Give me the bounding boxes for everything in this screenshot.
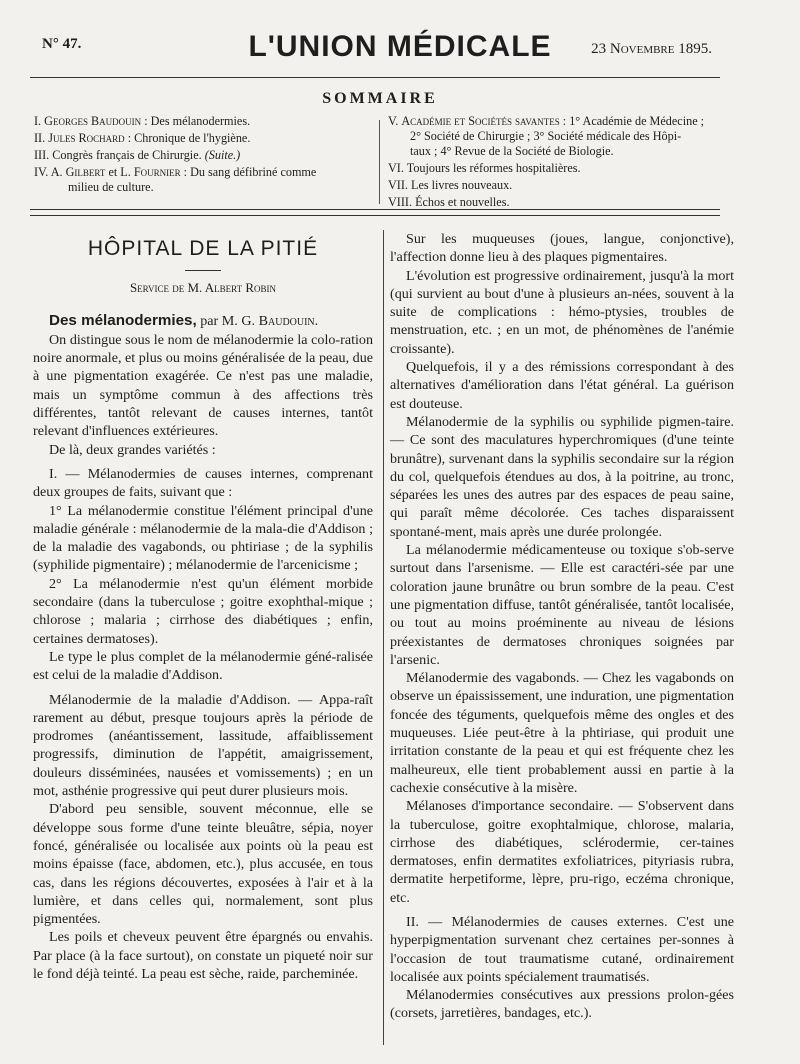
sommaire-item-1: I. Georges Baudouin : Des mélanodermies.: [34, 114, 251, 128]
sommaire-item-7: VII. Les livres nouveaux.: [388, 178, 513, 192]
paragraph: I. — Mélanodermies de causes internes, comprenant deux groupes de faits, suivant que :: [33, 465, 373, 501]
article-column-right: [390, 230, 734, 1023]
sommaire-left: [34, 114, 374, 197]
sommaire-item-8: VIII. Échos et nouvelles.: [388, 195, 510, 209]
paragraph: De là, deux grandes variétés :: [49, 441, 216, 458]
article-service: Service de M. Albert Robin: [129, 280, 277, 296]
issue-date: 23 Novembre 1895.: [591, 41, 712, 57]
paragraph: On distingue sous le nom de mélanodermie la colo-ration noire anormale, et plus ou moins généralisée de la peau, due à une pigmentation exagérée. Ce n'est pas une maladie, mais un symptôme commun à des affections très différentes, tantôt relevant de causes internes, tantôt relevant d'influences extérieures.: [33, 331, 373, 440]
column-divider: [383, 230, 384, 1045]
paragraph: Les poils et cheveux peuvent être épargnés ou envahis. Par place (à la face surtout), on constate un piqueté noir sur le fond déjà teinté. La peau est sèche, raide, parcheminée.: [33, 929, 373, 982]
title-rule: [185, 270, 221, 271]
sommaire-title: SOMMAIRE: [322, 90, 438, 107]
sommaire-rule-bottom: [30, 215, 720, 216]
paragraph: 2° La mélanodermie n'est qu'un élément morbide secondaire (dans la tuberculose ; goitre exophthal-mique ; chlorose ; malaria ; cirrhose des diabétiques ; enfin, certaines dermatoses).: [33, 575, 373, 647]
paragraph: II. — Mélanodermies de causes externes. C'est une hyperpigmentation survenant chez certaines per-sonnes à l'occasion de tout traumatisme cutané, ordinairement localisée aux points spécialement traumatisés.: [390, 913, 734, 985]
paragraph: Mélanodermie de la syphilis ou syphilide pigmen-taire. — Ce sont des maculatures hyperchromiques (d'une teinte brunâtre), survenant dans la syphilis secondaire sur la région du col, quelquefois étendues au dos, à la poitrine, au tronc, séparées les unes des autres par des espaces de peau saine, qui paraît même décolorée. Ces taches disparaissent spontané-ment, mais après une durée prolongée.: [390, 413, 734, 540]
sommaire-item-4: IV. A. Gilbert et L. Fournier : Du sang défibriné comme milieu de culture.: [34, 165, 317, 194]
paragraph: Mélanoses d'importance secondaire. — S'observent dans la tuberculose, goitre exophtalmique, chlorose, malaria, cirrhose des diabétiques, sclérodermie, cer-taines dermatoses, enfin dermatites exfoliatrices, pityriasis rubra, dermatite herpetiforme, lèpre, pru-rigo, eczéma chronique, etc.: [390, 798, 734, 906]
paragraph: Le type le plus complet de la mélanodermie géné-ralisée est celui de la maladie d'Addison.: [33, 648, 373, 684]
sommaire-divider: [379, 120, 380, 204]
sommaire-rule-top: [30, 209, 720, 210]
paragraph: Mélanodermies consécutives aux pressions prolon-gées (corsets, jarretières, bandages, etc.).: [390, 987, 734, 1022]
sommaire-item-6: VI. Toujours les réformes hospitalières.: [388, 161, 581, 175]
header-rule: [30, 77, 720, 78]
issue-number: N° 47.: [42, 36, 82, 52]
paragraph: Sur les muqueuses (joues, langue, conjonctive), l'affection donne lieu à des plaques pigmentaires.: [390, 231, 734, 266]
paragraph: D'abord peu sensible, souvent méconnue, elle se développe sous forme d'une teinte bleuâtre, sépia, noyer foncé, généralisée ou localisée aux points où la peau est moins épaisse (face, abdomen, etc.), plus accusée, en tous cas, dans les régions découvertes, exposées à l'air et à la lumière, et dans celles qui, normalement, sont plus pigmentées.: [33, 801, 373, 928]
paragraph: L'évolution est progressive ordinairement, jusqu'à la mort (qui survient au bout d'une à plusieurs an-nées, souvent à la suite de complications : hémo-ptysies, troubles de menstruation, etc. ; en un mot, de phénomènes de l'anémie croissante).: [390, 267, 734, 357]
sommaire-right: [388, 114, 728, 212]
paragraph: 1° La mélanodermie constitue l'élément principal d'une maladie générale : mélanodermie de la mala-die d'Addison ; de la maladie des vagabonds, ou phtiriase ; de la syphilis (syphilide pigmentaire) ; mélanodermie de l'arcenicisme ;: [33, 502, 373, 574]
paragraph: Quelquefois, il y a des rémissions correspondant à des alternatives d'amélioration dans l'état général. La guérison est douteuse.: [390, 359, 734, 412]
article-title: HÔPITAL DE LA PITIÉ: [87, 237, 319, 260]
paragraph: Mélanodermie des vagabonds. — Chez les vagabonds on observe un épaississement, une induration, une pigmentation foncée des téguments, quelquefois même des ongles et des muqueuses. Liée peut-être à la phtiriase, qui produit une irritation constante de la peau et qui est fréquente chez les malheureux, elle tient probablement aussi en partie à la cachexie consécutive à la misère.: [390, 670, 734, 796]
sommaire-item-3: III. Congrès français de Chirurgie. (Suite.): [34, 148, 241, 162]
sommaire-item-5: V. Académie et Sociétés savantes : 1° Académie de Médecine ; 2° Société de Chirurgie ; 3° Société médicale des Hôpi- taux ; 4° Revue de la Société de Biologie.: [388, 114, 705, 158]
article-column-left: [33, 230, 373, 983]
paragraph: La mélanodermie médicamenteuse ou toxique s'ob-serve surtout dans l'arsenisme. — Elle est caractéri-sée par une coloration jaune brunâtre ou brun sombre de la peau. C'est une pigmentation diffuse, tantôt généralisée, tantôt localisée, ou tout au moins proéminente au niveau de lésions préexistantes de dermatoses chroniques soignées par l'arsenic.: [390, 542, 734, 668]
journal-title: L'UNION MÉDICALE: [248, 30, 552, 63]
sommaire-item-2: II. Jules Rochard : Chronique de l'hygiène.: [34, 131, 251, 145]
article-subtitle: Des mélanodermies, par M. G. Baudouin.: [49, 311, 319, 329]
paragraph: Mélanodermie de la maladie d'Addison. — Appa-raît rarement au début, presque toujours après la période de prodromes (anéantissement, lassitude, affaiblissement progressifs, diminution de l'appétit, amaigrissement, douleurs disséminées, nausées et vomissements) ; en un mot, asthénie progressive qui peut durer plusieurs mois.: [33, 691, 373, 800]
